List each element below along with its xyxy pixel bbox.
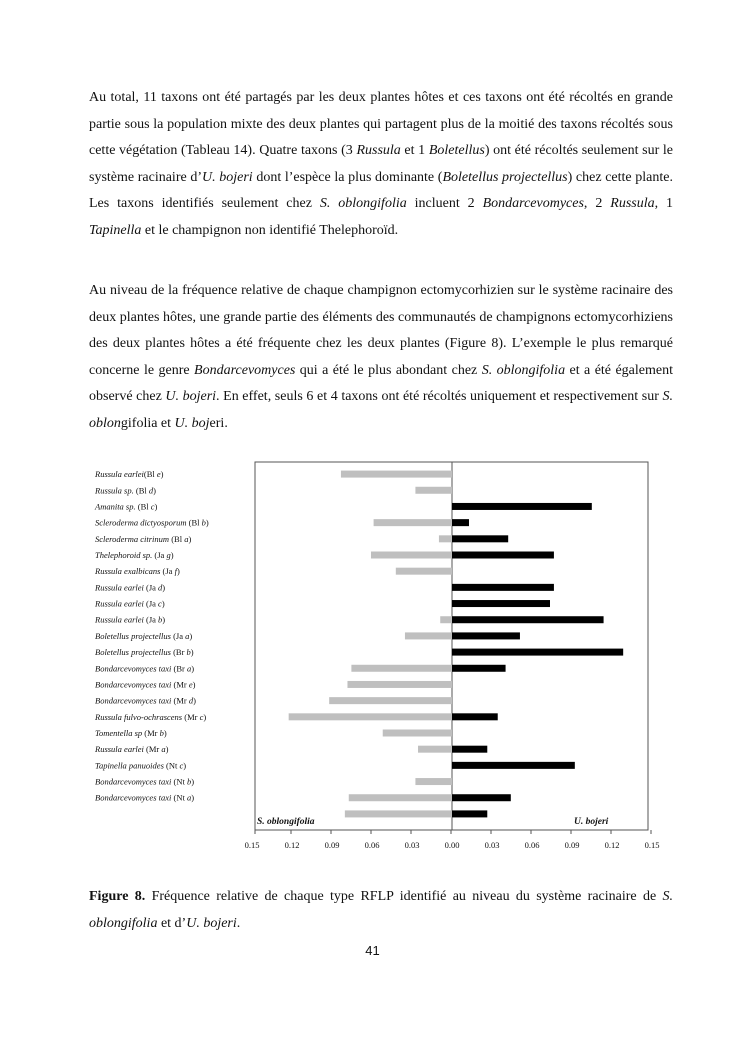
category-label: Bondarcevomyces taxi (Mr e) (95, 679, 196, 690)
bar-s-oblongifolia (396, 568, 452, 575)
category-label: Thelephoroid sp. (Ja g) (95, 550, 174, 560)
x-tick-label: 0.12 (284, 840, 300, 850)
italic-run: Russula (610, 196, 655, 211)
category-label: Russula exalbicans (Ja f) (95, 566, 180, 577)
category-label: Russula sp. (Bl d) (95, 485, 156, 496)
italic-run: S. oblon (89, 389, 673, 431)
bar-u-bojeri (452, 746, 487, 753)
italic-run: Boletellus projectellus (442, 169, 568, 185)
bar-u-bojeri (452, 519, 469, 526)
italic-run: U. bojeri (202, 169, 253, 185)
bar-s-oblongifolia (439, 535, 452, 542)
italic-run: U. bojeri (186, 915, 237, 931)
bar-s-oblongifolia (341, 471, 452, 478)
bar-u-bojeri (452, 616, 604, 623)
category-label: Bondarcevomyces taxi (Nt b) (95, 776, 195, 787)
series-label-u-bojeri: U. bojeri (574, 817, 609, 827)
bar-s-oblongifolia (415, 487, 452, 494)
bar-u-bojeri (452, 584, 554, 591)
bar-s-oblongifolia (329, 697, 452, 704)
x-tick-label: 0.00 (444, 840, 460, 850)
category-label: Russula earlei (Ja b) (95, 614, 166, 625)
bar-s-oblongifolia (289, 713, 452, 720)
bar-u-bojeri (452, 649, 623, 656)
page-number: 41 (365, 943, 380, 958)
category-label: Bondarcevomyces taxi (Mr d) (95, 695, 196, 706)
bar-u-bojeri (452, 810, 487, 817)
x-tick-label: 0.03 (484, 840, 500, 850)
bar-u-bojeri (452, 552, 554, 559)
italic-run: U. bojeri (165, 389, 217, 404)
figure-caption (89, 884, 673, 937)
bar-s-oblongifolia (371, 552, 452, 559)
category-label: Russula earlei(Bl e) (95, 469, 164, 480)
bar-s-oblongifolia (383, 730, 452, 737)
bar-s-oblongifolia (418, 746, 452, 753)
italic-run: S. oblongifolia (481, 362, 566, 378)
category-label: Boletellus projectellus (Ja a) (95, 630, 193, 641)
figure-caption-text: Fréquence relative de chaque type RFLP identifié au niveau du système racinaire de S. oblongifolia et d’U. bojeri. (89, 889, 673, 931)
x-tick-label: 0.06 (364, 840, 380, 850)
bar-s-oblongifolia (351, 665, 452, 672)
bar-u-bojeri (452, 794, 511, 801)
bar-s-oblongifolia (374, 519, 452, 526)
category-label: Scleroderma dictyosporum (Bl b) (95, 517, 209, 528)
category-label: Bondarcevomyces taxi (Nt a) (95, 792, 195, 803)
category-label: Tomentella sp (Mr b) (95, 728, 167, 738)
bar-u-bojeri (452, 665, 506, 672)
x-tick-label: 0.09 (324, 840, 340, 850)
category-label: Bondarcevomyces taxi (Br a) (95, 663, 195, 674)
bar-u-bojeri (452, 632, 520, 639)
italic-run: U. boj (174, 415, 210, 431)
italic-run: S. oblongifolia (319, 196, 407, 211)
category-label: Russula earlei (Ja d) (95, 582, 166, 593)
bar-s-oblongifolia (345, 810, 452, 817)
x-tick-label: 0.15 (244, 840, 260, 850)
category-label: Boletellus projectellus (Br b) (95, 647, 194, 658)
category-label: Scleroderma citrinum (Bl a) (95, 533, 192, 544)
italic-run: Russula (356, 143, 401, 158)
bar-s-oblongifolia (349, 794, 452, 801)
series-label-s-oblongifolia: S. oblongifolia (257, 817, 315, 827)
bar-u-bojeri (452, 713, 498, 720)
italic-run: S. oblongifolia (89, 889, 673, 931)
figure-8-chart (0, 452, 745, 862)
bar-u-bojeri (452, 600, 550, 607)
bar-u-bojeri (452, 762, 575, 769)
italic-run: Boletellus (428, 143, 485, 158)
x-tick-label: 0.15 (644, 840, 660, 850)
italic-run: Bondarcevomyces (194, 362, 296, 378)
paragraph-2: Au niveau de la fréquence relative de chaque champignon ectomycorhizien sur le système racinaire des deux plantes hôtes, une grande partie des éléments des communautés de champignons ectomycorhiziens des deux plantes hôtes a été fréquente chez les deux plantes (Figure 8). L’exemple le plus remarqué concerne le genre Bondarcevomyces qui a été le plus abondant chez S. oblongifolia et a été également observé chez U. bojeri. En effet, seuls 6 et 4 taxons ont été récoltés uniquement et respectivement sur S. oblongifolia et U. bojeri. (89, 283, 673, 431)
bar-s-oblongifolia (440, 616, 452, 623)
bar-s-oblongifolia (347, 681, 452, 688)
italic-run: Bondarcevomyces (482, 196, 584, 211)
category-label: Russula earlei (Ja c) (95, 598, 165, 609)
x-tick-label: 0.06 (524, 840, 540, 850)
bar-s-oblongifolia (405, 632, 452, 639)
italic-run: Tapinella (89, 222, 142, 238)
category-label: Amanita sp. (Bl c) (95, 501, 158, 512)
x-tick-label: 0.09 (564, 840, 580, 850)
category-label: Russula earlei (Mr a) (95, 744, 169, 755)
category-label: Russula fulvo-ochrascens (Mr c) (95, 711, 207, 722)
x-tick-label: 0.12 (604, 840, 620, 850)
figure-label: Figure 8. (89, 889, 146, 904)
x-tick-label: 0.03 (404, 840, 420, 850)
category-label: Tapinella panuoides (Nt c) (95, 760, 187, 771)
bar-u-bojeri (452, 503, 592, 510)
bar-s-oblongifolia (415, 778, 452, 785)
paragraph-1: Au total, 11 taxons ont été partagés par les deux plantes hôtes et ces taxons ont été récoltés en grande partie sous la population mixte des deux plantes qui partagent plus de la moitié des taxons récoltés sous cette végétation (Tableau 14). Quatre taxons (3 Russula et 1 Boletellus) ont été récoltés seulement sur le système racinaire d’U. bojeri dont l’espèce la plus dominante (Boletellus projectellus) chez cette plante. Les taxons identifiés seulement chez S. oblongifolia incluent 2 Bondarcevomyces, 2 Russula, 1 Tapinella et le champignon non identifié Thelephoroïd. (89, 90, 674, 238)
bar-u-bojeri (452, 535, 508, 542)
